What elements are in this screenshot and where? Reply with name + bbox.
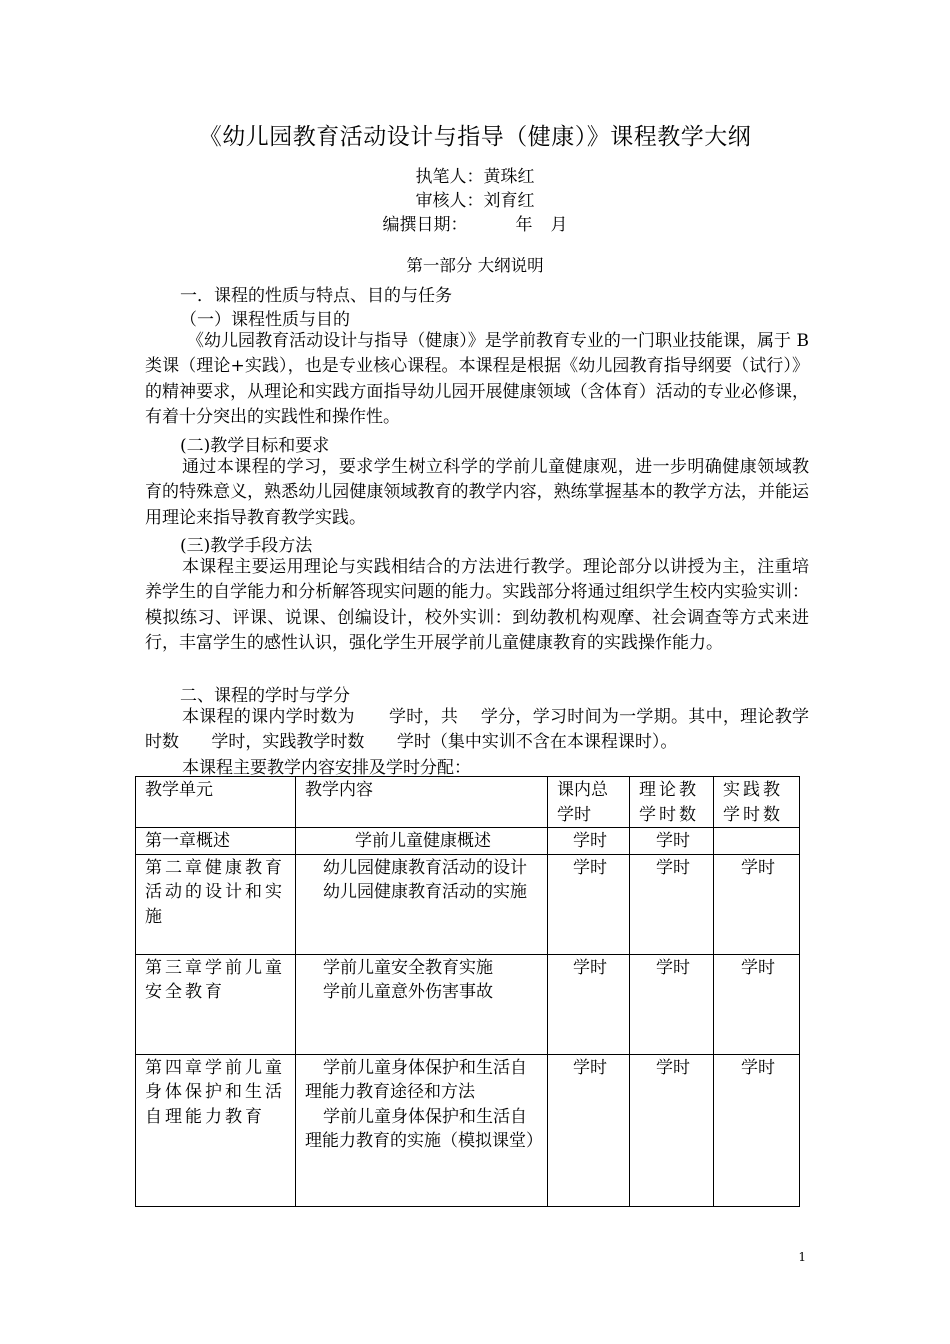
- header-total: 课内总学时: [548, 777, 630, 828]
- content-item: 学前儿童安全教育实施: [323, 957, 493, 978]
- author-line: 执笔人：黄珠红: [415, 167, 535, 187]
- unit-cell: 第四章学前儿童身体保护和生活自理能力教育: [136, 1054, 296, 1206]
- content-item: 学前儿童意外伤害事故: [323, 982, 493, 1002]
- content-cell: [296, 954, 548, 1054]
- header-theory: 理论教学时数: [630, 777, 714, 828]
- table-row: [136, 954, 800, 1054]
- table-row: [136, 828, 800, 855]
- practice-cell: 学时: [714, 854, 800, 954]
- table-header-row: [136, 777, 800, 828]
- section1-sub2: (二)教学目标和要求: [180, 436, 330, 456]
- section1-paragraph1: 《幼儿园教育活动设计与指导（健康）》是学前教育专业的一门职业技能课，属于 B 类课（理论+实践），也是专业核心课程。本课程是根据《幼儿园教育指导纲要（试行）》的精神要求，从理论和实践方面指导幼儿园开展健康领域（含体育）活动的专业必修课，有着十分突出的实践性和操作性。: [145, 331, 809, 428]
- content-item: 学前儿童身体保护和生活自理能力教育的实施（模拟课堂）: [305, 1106, 543, 1151]
- section1-paragraph2: 通过本课程的学习，要求学生树立科学的学前儿童健康观，进一步明确健康领域教育的特殊意义，熟悉幼儿园健康领域教育的教学内容，熟练掌握基本的教学方法，并能运用理论来指导教育教学实践。: [145, 457, 809, 528]
- practice-cell: 学时: [714, 954, 800, 1054]
- total-cell: 学时: [548, 1054, 630, 1206]
- content-cell: [296, 1054, 548, 1206]
- section2-paragraph1: 本课程的课内学时数为 学时，共 学分，学习时间为一学期。其中，理论教学时数 学时，实践教学时数 学时（集中实训不含在本课程课时）。: [145, 707, 809, 753]
- date-line: [0, 210, 950, 235]
- theory-cell: 学时: [630, 954, 714, 1054]
- theory-cell: 学时: [630, 854, 714, 954]
- unit-cell: 第一章概述: [136, 828, 296, 855]
- date-month: 月: [550, 215, 568, 235]
- header-content: 教学内容: [296, 777, 548, 828]
- table-row: [136, 1054, 800, 1206]
- content-cell: 学前儿童健康概述: [296, 828, 548, 855]
- section1-sub3: (三)教学手段方法: [180, 536, 313, 556]
- part-title: 第一部分 大纲说明: [406, 256, 544, 275]
- section2-paragraph2: 本课程主要教学内容安排及学时分配：: [182, 758, 471, 778]
- practice-cell: [714, 828, 800, 855]
- practice-cell: 学时: [714, 1054, 800, 1206]
- total-cell: 学时: [548, 954, 630, 1054]
- unit-cell: 第二章健康教育活动的设计和实施: [136, 854, 296, 954]
- content-cell: [296, 854, 548, 954]
- content-item: 学前儿童身体保护和生活自理能力教育途径和方法: [305, 1057, 527, 1102]
- reviewer-line: 审核人：刘育红: [415, 191, 535, 211]
- section1-heading: 一．课程的性质与特点、目的与任务: [180, 286, 452, 306]
- theory-cell: 学时: [630, 1054, 714, 1206]
- section2-heading: 二、课程的学时与学分: [180, 686, 350, 706]
- date-label: 编撰日期：: [382, 215, 468, 235]
- header-practice: 实践教学时数: [714, 777, 800, 828]
- unit-cell: 第三章学前儿童安全教育: [136, 954, 296, 1054]
- document-title: 《幼儿园教育活动设计与指导（健康）》课程教学大纲: [198, 124, 752, 150]
- section1-paragraph3: 本课程主要运用理论与实践相结合的方法进行教学。理论部分以讲授为主，注重培养学生的自学能力和分析解答现实问题的能力。实践部分将通过组织学生校内实验实训：模拟练习、评课、说课、创编设计，校外实训：到幼教机构观摩、社会调查等方式来进行，丰富学生的感性认识，强化学生开展学前儿童健康教育的实践操作能力。: [145, 557, 809, 654]
- theory-cell: 学时: [630, 828, 714, 855]
- date-year: 年: [515, 215, 533, 235]
- page-number: 1: [798, 1250, 806, 1264]
- total-cell: 学时: [548, 828, 630, 855]
- total-cell: 学时: [548, 854, 630, 954]
- header-unit: 教学单元: [136, 777, 296, 828]
- course-hours-table: [135, 776, 800, 1207]
- content-item: 幼儿园健康教育活动的实施: [323, 882, 527, 902]
- content-item: 幼儿园健康教育活动的设计: [323, 857, 527, 878]
- section1-sub1: （一）课程性质与目的: [180, 310, 350, 330]
- table-row: [136, 854, 800, 954]
